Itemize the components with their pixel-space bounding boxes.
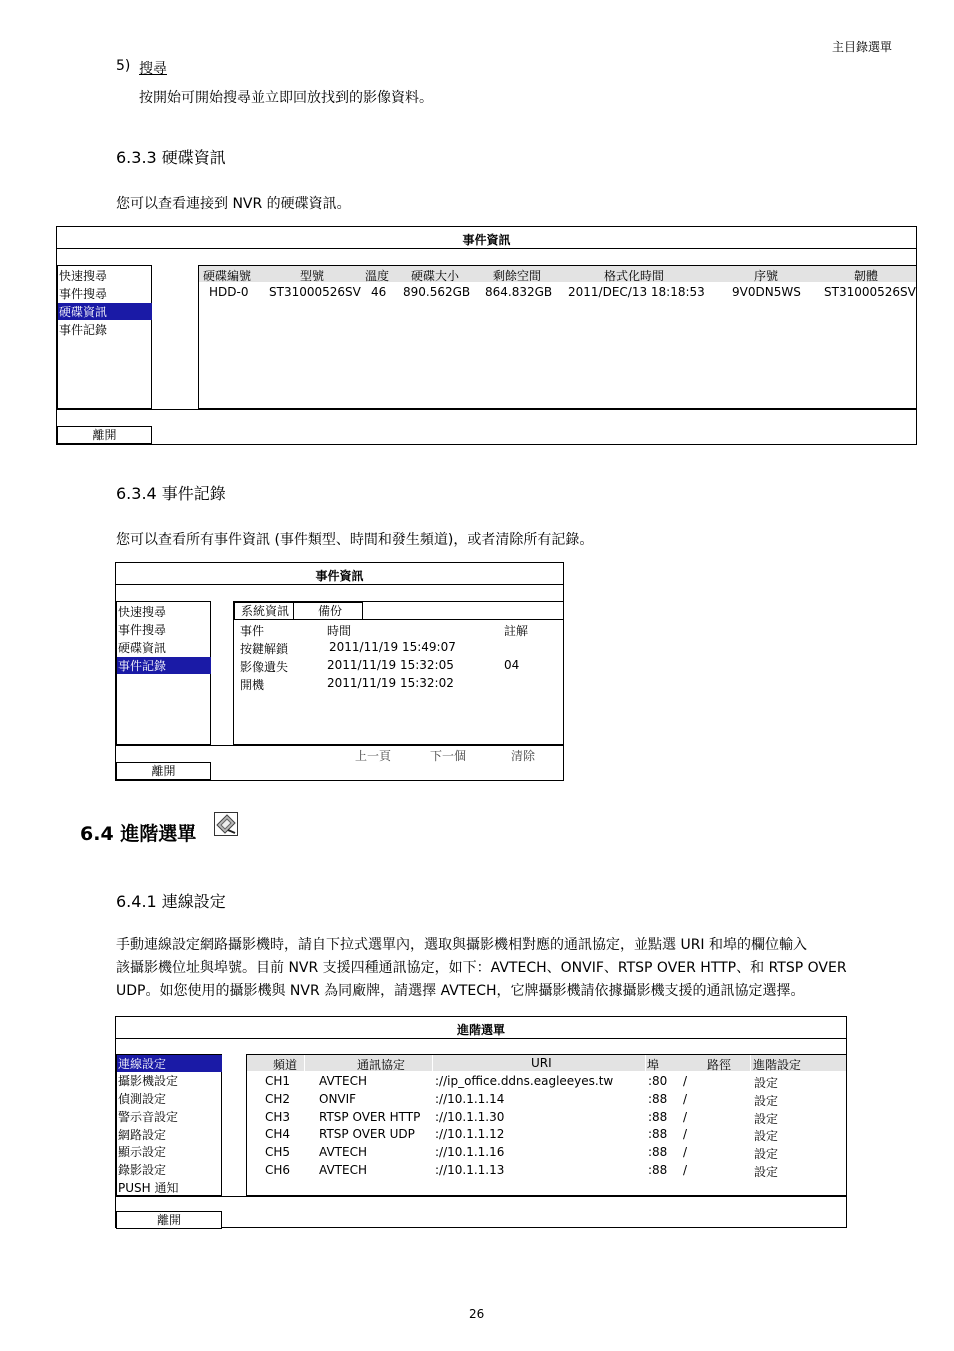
col-header: 剩餘空間 — [493, 269, 542, 283]
clear-button[interactable]: 清除 — [511, 749, 536, 763]
col-header: 溫度 — [365, 269, 390, 283]
exit-button[interactable]: 離開 — [116, 762, 211, 780]
col-header: URI — [531, 1056, 552, 1070]
event-log-window — [115, 562, 564, 781]
section-heading-64: 6.4 進階選單 — [80, 823, 197, 845]
table-cell: 2011/11/19 15:32:02 — [327, 676, 454, 690]
exit-button[interactable]: 離開 — [57, 426, 152, 444]
col-header: 硬碟編號 — [203, 269, 252, 283]
cell-advanced-settings[interactable]: 設定 — [754, 1093, 779, 1108]
col-header: 序號 — [754, 269, 779, 283]
menu-item-push-notification[interactable]: PUSH 通知 — [118, 1181, 179, 1195]
cell-channel: CH4 — [265, 1127, 291, 1142]
menu-item-detection-setup[interactable]: 偵測設定 — [118, 1092, 167, 1106]
cell-port: :80 — [648, 1074, 668, 1088]
col-header: 通訊協定 — [357, 1058, 406, 1072]
menu-item-event-search[interactable]: 事件搜尋 — [118, 623, 167, 637]
exit-button[interactable]: 離開 — [116, 1211, 222, 1229]
cell-port: :88 — [648, 1127, 668, 1142]
step-title: 搜尋 — [139, 61, 167, 77]
paragraph-line: 該攝影機位址與埠號。目前 NVR 支援四種通訊協定，如下：AVTECH、ONVIF、RTSP OVER HTTP、和 RTSP OVER — [116, 960, 847, 976]
step-description: 按開始可開始搜尋並立即回放找到的影像資料。 — [139, 90, 433, 106]
window-title: 事件資訊 — [315, 569, 364, 583]
table-cell: 890.562GB — [403, 285, 471, 299]
table-cell: ST31000526SV — [824, 285, 916, 299]
cell-protocol: AVTECH — [319, 1163, 367, 1177]
cell-uri: ://10.1.1.12 — [435, 1127, 505, 1142]
tab-system-info[interactable]: 系統資訊 — [234, 602, 294, 620]
section-heading-633: 6.3.3 硬碟資訊 — [116, 148, 226, 167]
cell-port: :88 — [648, 1091, 668, 1106]
section-desc-633: 您可以查看連接到 NVR 的硬碟資訊。 — [116, 196, 351, 212]
table-cell: 2011/DEC/13 18:18:53 — [568, 285, 705, 299]
table-cell: 2011/11/19 15:32:05 — [327, 658, 454, 672]
window-title: 事件資訊 — [462, 233, 511, 247]
menu-item-event-log[interactable]: 事件記錄 — [59, 323, 108, 337]
menu-item-record-setup[interactable]: 錄影設定 — [118, 1163, 167, 1177]
cell-uri: ://10.1.1.14 — [435, 1091, 505, 1106]
col-header: 事件 — [240, 624, 265, 638]
section-heading-641: 6.4.1 連線設定 — [116, 892, 226, 911]
event-table — [233, 601, 564, 745]
col-header: 進階設定 — [753, 1058, 802, 1072]
table-cell: 864.832GB — [485, 285, 553, 299]
cell-path: / — [683, 1091, 688, 1106]
menu-item-alert-setup[interactable]: 警示音設定 — [118, 1110, 179, 1124]
col-header: 路徑 — [707, 1058, 732, 1072]
cell-path: / — [683, 1145, 688, 1160]
table-cell: 04 — [504, 658, 520, 672]
table-cell: 影像遺失 — [240, 660, 289, 674]
menu-item-event-search[interactable]: 事件搜尋 — [59, 287, 108, 301]
cell-path: / — [683, 1109, 688, 1124]
cell-advanced-settings[interactable]: 設定 — [754, 1111, 779, 1126]
cell-protocol: RTSP OVER UDP — [319, 1127, 415, 1142]
cell-channel: CH2 — [265, 1091, 291, 1106]
menu-item-hdd-info[interactable]: 硬碟資訊 — [58, 303, 152, 320]
table-cell: ST31000526SV — [269, 285, 361, 299]
cell-port: :88 — [648, 1163, 668, 1177]
prev-page-button[interactable]: 上一頁 — [355, 749, 392, 763]
cell-path: / — [683, 1163, 688, 1177]
tab-backup[interactable]: 備份 — [293, 602, 363, 620]
col-header: 時間 — [327, 624, 352, 638]
cell-protocol: AVTECH — [319, 1145, 367, 1160]
table-cell: 2011/11/19 15:49:07 — [329, 640, 456, 654]
cell-path: / — [683, 1074, 688, 1088]
running-header: 主目錄選單 — [832, 40, 893, 54]
menu-item-event-log[interactable]: 事件記錄 — [117, 657, 211, 674]
menu-item-connection-setup[interactable]: 連線設定 — [117, 1055, 222, 1072]
cell-advanced-settings[interactable]: 設定 — [754, 1129, 779, 1144]
cell-protocol: AVTECH — [319, 1074, 367, 1088]
advanced-menu-window — [115, 1016, 847, 1228]
cell-advanced-settings[interactable]: 設定 — [754, 1076, 779, 1090]
section-desc-634: 您可以查看所有事件資訊 (事件類型、時間和發生頻道)，或者清除所有記錄。 — [116, 532, 594, 548]
table-cell: 9V0DN5WS — [732, 285, 801, 299]
cell-channel: CH3 — [265, 1109, 291, 1124]
cell-port: :88 — [648, 1145, 668, 1160]
hdd-table — [198, 265, 917, 409]
paragraph-line: 手動連線設定網路攝影機時，請自下拉式選單內，選取與攝影機相對應的通訊協定，並點選 URI 和埠的欄位輸入 — [116, 937, 808, 953]
menu-item-network-setup[interactable]: 網路設定 — [118, 1128, 167, 1142]
menu-item-camera-setup[interactable]: 攝影機設定 — [118, 1074, 179, 1088]
cell-uri: ://10.1.1.13 — [435, 1163, 505, 1177]
cell-advanced-settings[interactable]: 設定 — [754, 1165, 779, 1179]
col-header: 硬碟大小 — [411, 269, 460, 283]
cell-uri: ://10.1.1.16 — [435, 1145, 505, 1160]
col-header: 頻道 — [273, 1058, 298, 1072]
table-cell: 按鍵解鎖 — [240, 642, 289, 656]
menu-item-display-setup[interactable]: 顯示設定 — [118, 1145, 167, 1159]
menu-item-hdd-info[interactable]: 硬碟資訊 — [118, 641, 167, 655]
col-header: 型號 — [300, 269, 325, 283]
col-header: 韌體 — [854, 269, 879, 283]
cell-channel: CH6 — [265, 1163, 291, 1177]
cell-uri: ://10.1.1.30 — [435, 1109, 505, 1124]
cell-port: :88 — [648, 1109, 668, 1124]
page-number: 26 — [469, 1307, 485, 1321]
menu-item-quick-search[interactable]: 快速搜尋 — [118, 605, 167, 619]
hdd-info-window — [56, 226, 917, 445]
table-cell: HDD-0 — [209, 285, 249, 299]
cell-path: / — [683, 1127, 688, 1142]
step-number: 5) — [116, 58, 131, 74]
menu-item-quick-search[interactable]: 快速搜尋 — [59, 269, 108, 283]
cell-protocol: RTSP OVER HTTP — [319, 1109, 421, 1124]
next-button[interactable]: 下一個 — [430, 749, 467, 763]
advanced-settings-icon — [214, 812, 238, 836]
cell-advanced-settings[interactable]: 設定 — [754, 1147, 779, 1162]
cell-uri: ://ip_office.ddns.eagleeyes.tw — [435, 1074, 614, 1088]
col-header: 埠 — [647, 1058, 660, 1072]
cell-channel: CH5 — [265, 1145, 291, 1160]
connection-table — [246, 1054, 847, 1196]
table-cell: 46 — [371, 285, 387, 299]
col-header: 格式化時間 — [604, 269, 665, 283]
table-cell: 開機 — [240, 678, 265, 692]
cell-channel: CH1 — [265, 1074, 291, 1088]
paragraph-line: UDP。如您使用的攝影機與 NVR 為同廠牌，請選擇 AVTECH，它牌攝影機請依據攝影機支援的通訊協定選擇。 — [116, 983, 805, 999]
section-heading-634: 6.3.4 事件記錄 — [116, 484, 226, 503]
cell-protocol: ONVIF — [319, 1091, 357, 1106]
window-title: 進階選單 — [456, 1023, 505, 1037]
col-header: 註解 — [504, 624, 529, 638]
